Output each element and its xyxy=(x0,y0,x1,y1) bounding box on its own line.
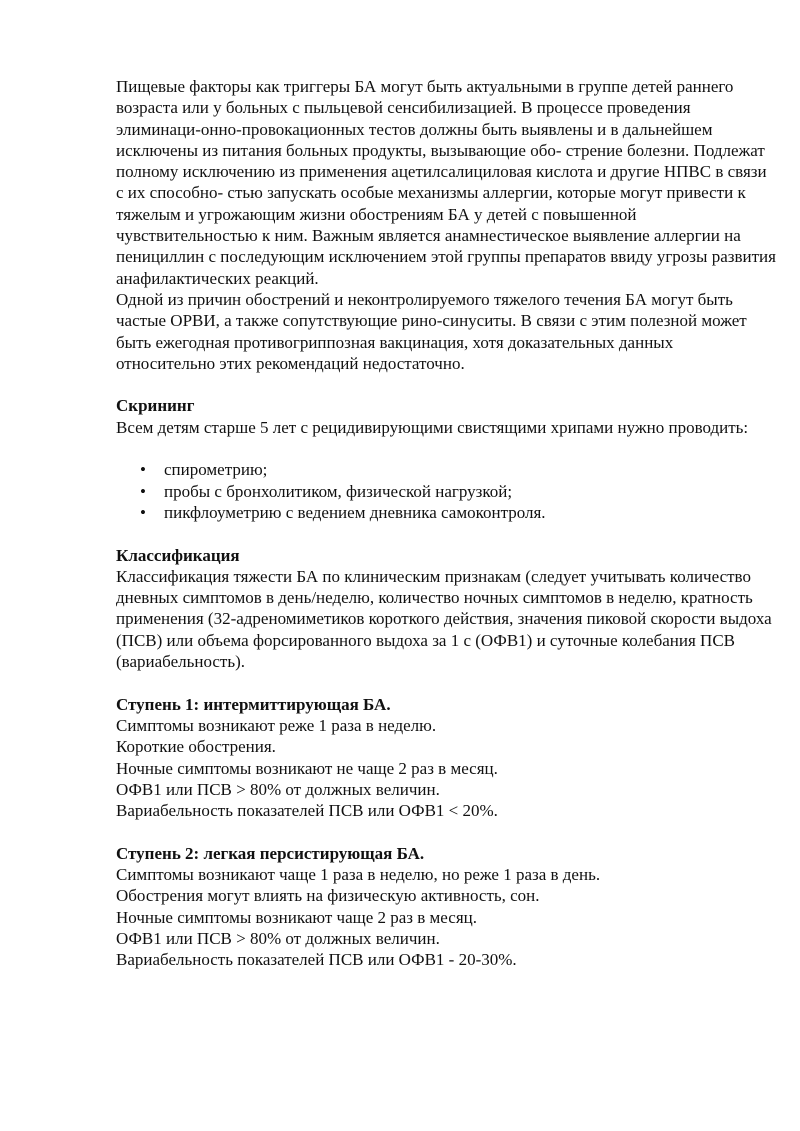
intro-paragraph-food-triggers: Пищевые факторы как триггеры БА могут быть актуальными в группе детей раннего возраста или у больных с пыльцевой сенсибилизацией. В процессе проведения элиминаци-онно-провокационных тестов должны быть выявлены и в дальнейшем исключены из питания больных продукты, вызывающие обо- стрение болезни. Подлежат полному исключению из применения ацетилсалициловая кислота и другие НПВС в связи с их способно- стью запускать особые механизмы аллергии, которые могут привести к тяжелым и угрожающим жизни обострениям БА у детей с повышенной чувствительностью к ним. Важным является анамнестическое выявление аллергии на пенициллин с последующим исключением этой группы препаратов ввиду угрозы развития анафилактических реакций. xyxy=(116,77,776,288)
classification-text: Классификация тяжести БА по клиническим признакам (следует учитывать количество дневных симптомов в день/неделю, количество ночных симптомов в неделю, кратность применения (32-адреномиметиков короткого действия, значения пиковой скорости выдоха (ПСВ) или объема форсированного выдоха за 1 с (ОФВ1) и суточные колебания ПСВ (вариабельность). xyxy=(116,566,772,672)
screening-text: Всем детям старше 5 лет с рецидивирующими свистящими хрипами нужно проводить: xyxy=(116,417,749,437)
bullet-icon: • xyxy=(140,502,146,522)
step-1-line: Вариабельность показателей ПСВ или ОФВ1 < 20%. xyxy=(116,801,498,821)
list-item-text: пикфлоуметрию с ведением дневника самоконтроля. xyxy=(164,502,546,522)
section-gap xyxy=(116,672,776,693)
bullet-icon: • xyxy=(140,460,146,480)
screening-heading: Скрининг xyxy=(116,396,195,416)
step-1-line: Симптомы возникают реже 1 раза в неделю. xyxy=(116,715,437,735)
document-page xyxy=(116,76,776,970)
step-2-line: ОФВ1 или ПСВ > 80% от должных величин. xyxy=(116,928,440,948)
step-2-line: Ночные симптомы возникают чаще 2 раз в месяц. xyxy=(116,907,477,927)
step-2-heading: Ступень 2: легкая персистирующая БА. xyxy=(116,843,425,863)
section-gap xyxy=(116,821,776,842)
step-2-line: Обострения могут влиять на физическую активность, сон. xyxy=(116,886,540,906)
list-item xyxy=(116,502,776,523)
intro-paragraph-orvi: Одной из причин обострений и неконтролируемого тяжелого течения БА могут быть частые ОРВИ, а также сопутствующие рино-синуситы. В связи с этим полезной может быть ежегодная противогриппозная вакцинация, хотя доказательных данных относительно этих рекомендаций недостаточно. xyxy=(116,289,747,373)
step-1-line: Ночные симптомы возникают не чаще 2 раз в месяц. xyxy=(116,758,498,778)
step-2-line: Вариабельность показателей ПСВ или ОФВ1 - 20-30%. xyxy=(116,950,517,970)
step-1-line: ОФВ1 или ПСВ > 80% от должных величин. xyxy=(116,779,440,799)
classification-heading: Классификация xyxy=(116,545,240,565)
list-item xyxy=(116,459,776,480)
list-item-text: пробы с бронхолитиком, физической нагрузкой; xyxy=(164,481,513,501)
step-1-line: Короткие обострения. xyxy=(116,737,276,757)
section-gap xyxy=(116,374,776,395)
step-2-line: Симптомы возникают чаще 1 раза в неделю, но реже 1 раза в день. xyxy=(116,864,601,884)
list-item-text: спирометрию; xyxy=(164,460,268,480)
section-gap xyxy=(116,523,776,544)
list-item xyxy=(116,481,776,502)
section-gap xyxy=(116,438,776,459)
step-1-heading: Ступень 1: интермиттирующая БА. xyxy=(116,694,391,714)
bullet-icon: • xyxy=(140,481,146,501)
screening-list xyxy=(116,459,776,523)
